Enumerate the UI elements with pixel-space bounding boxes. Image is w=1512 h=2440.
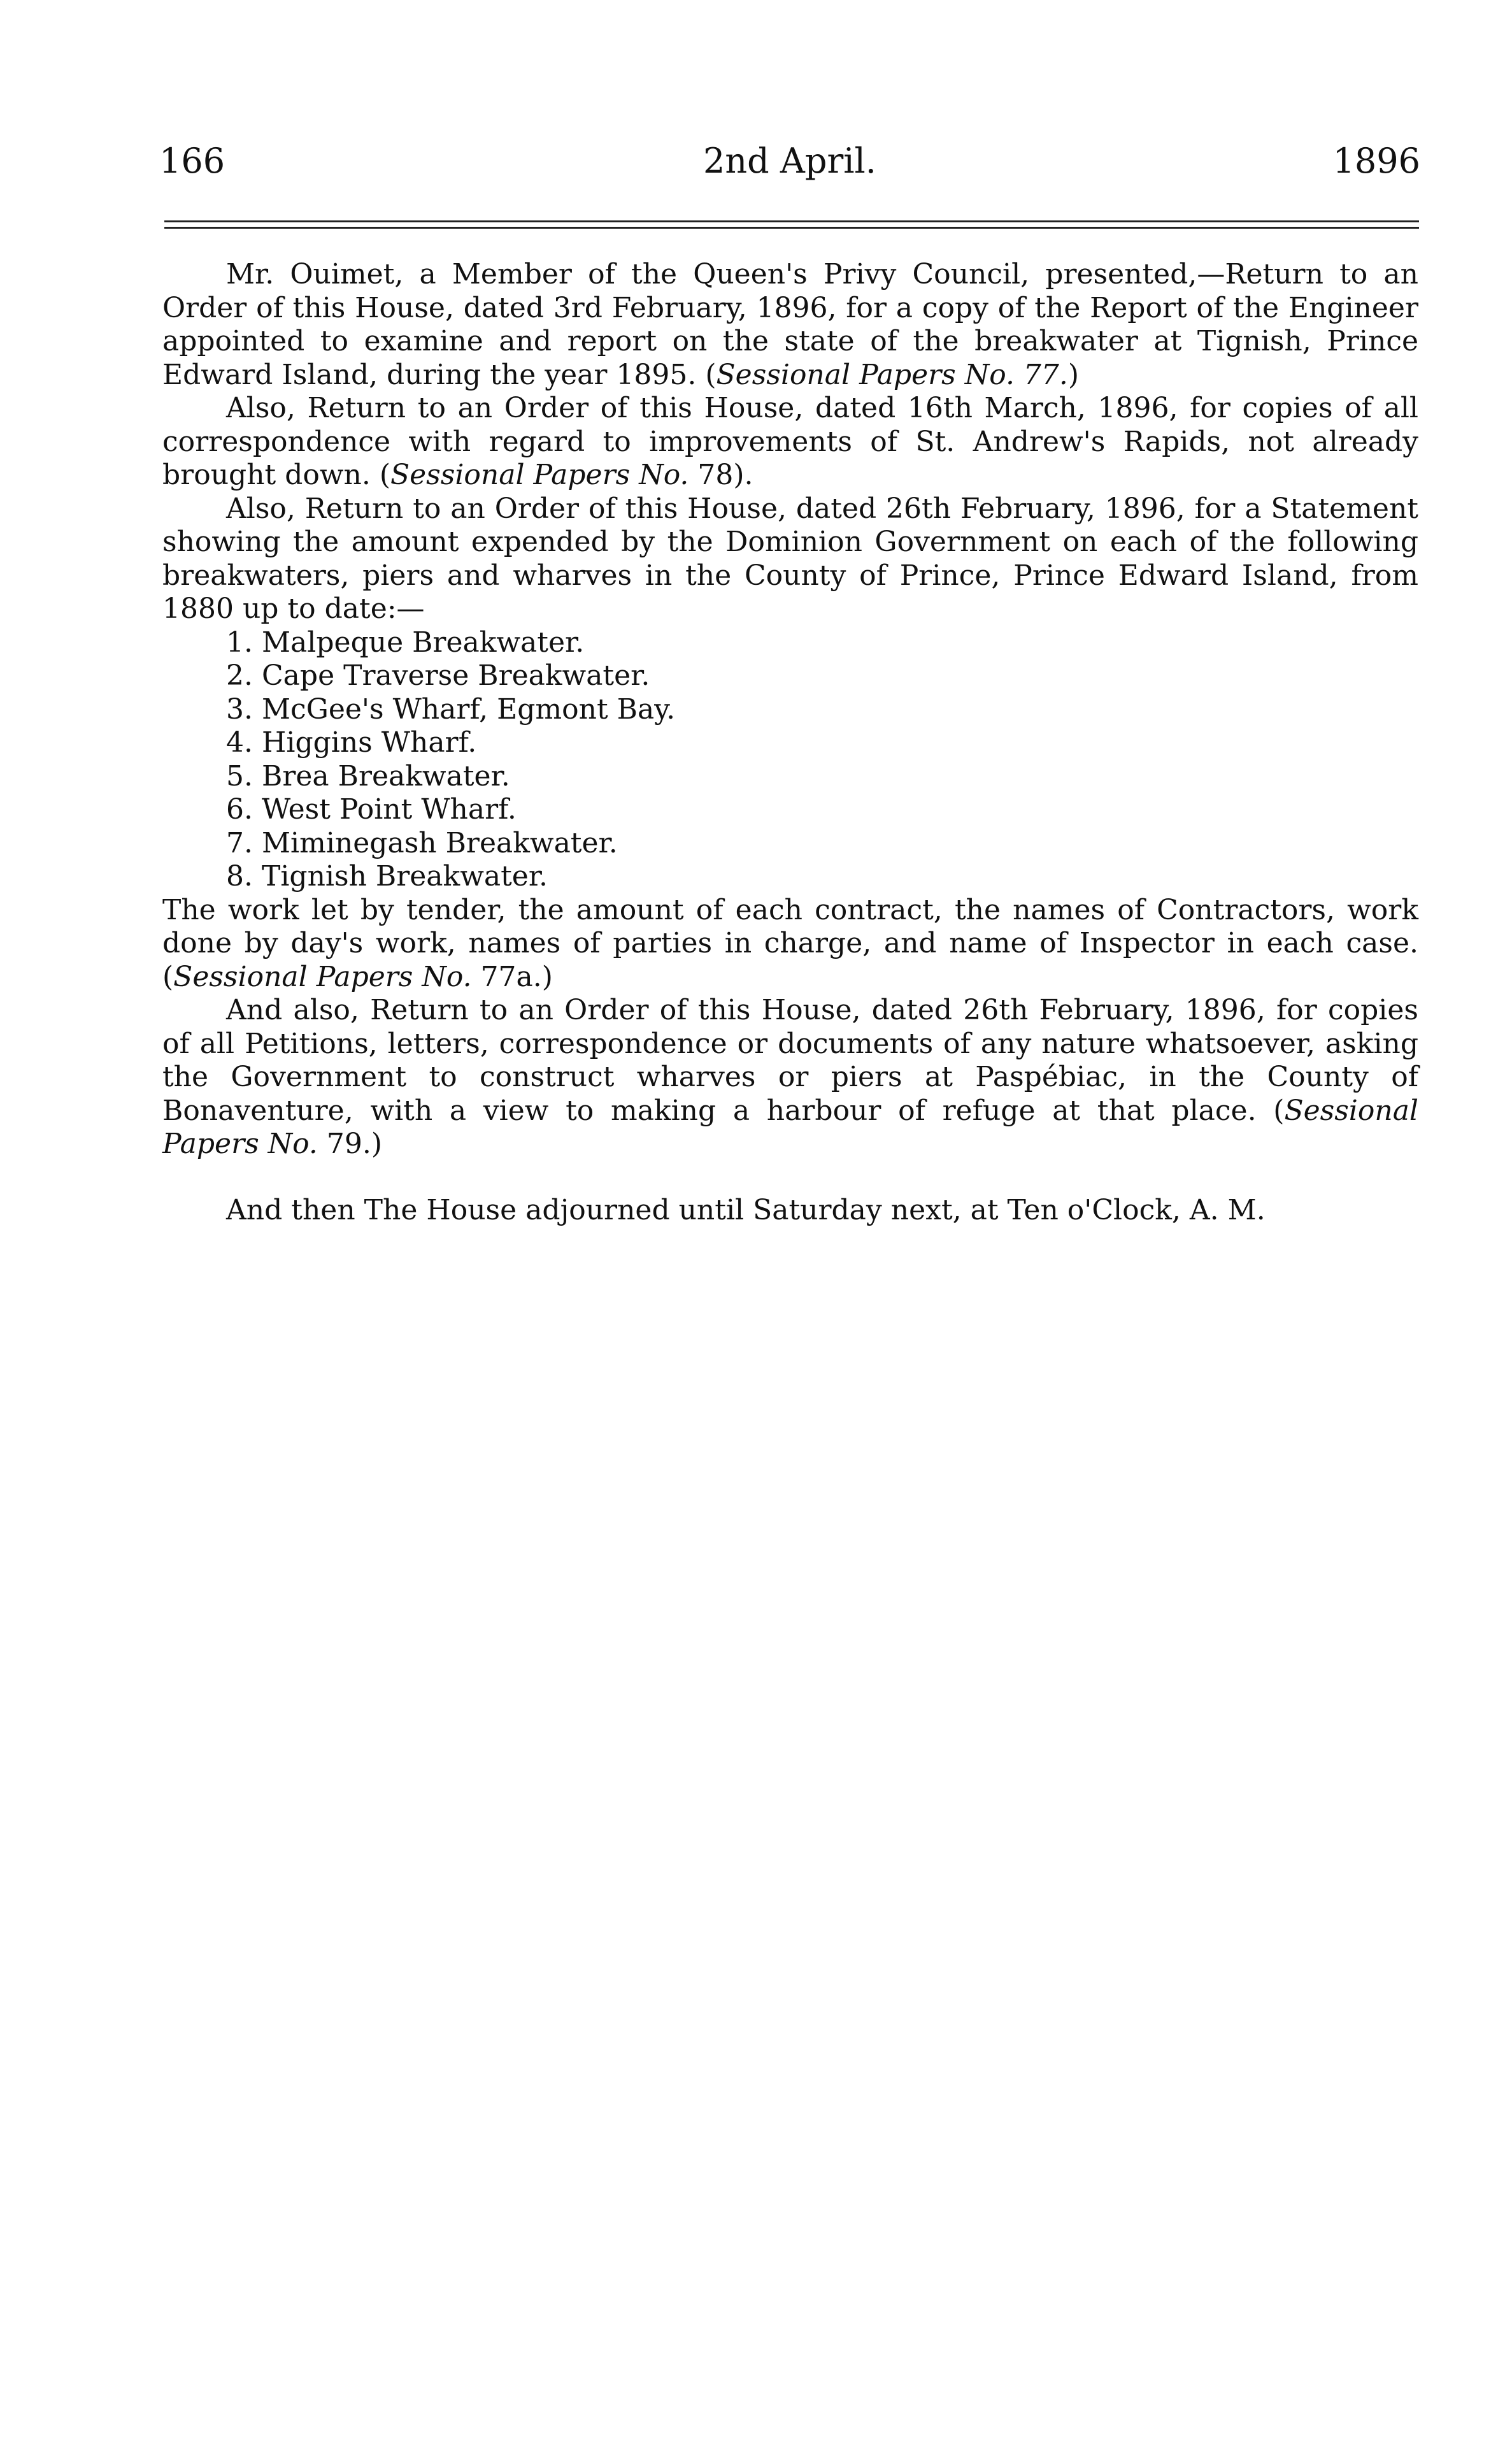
paragraph-text: Mr. Ouimet, a Member of the Queen's Privy Council, presented,—Return to an Order of this House, dated 3rd February, 1896, for a copy of the Report of the Engineer appointed to examine and report on the state of the breakwater at Tignish, Prince Edward Island, during the year 1895. (162, 258, 1418, 391)
list-item (162, 659, 1418, 693)
header-rule-bottom (164, 227, 1419, 229)
sessional-paper-citation: Sessional Papers No. 77. (716, 358, 1068, 391)
list-item-number: 2. (226, 659, 253, 692)
page-number: 166 (159, 141, 225, 181)
list-item (162, 827, 1418, 861)
list-item-number: 8. (226, 860, 253, 893)
paragraph-text: Also, Return to an Order of this House, dated 26th February, 1896, for a Statement showing the amount expended by the Dominion Government on each of the following breakwaters, piers and wharves in the County of Prince, Prince Edward Island, from 1880 up to date:— (162, 492, 1418, 625)
citation-open: ( (705, 358, 717, 391)
list-item-label: Miminegash Breakwater. (262, 826, 618, 859)
list-item-label: Cape Traverse Breakwater. (262, 659, 650, 692)
list-item (162, 760, 1418, 794)
list-item (162, 793, 1418, 827)
list-item-number: 3. (226, 693, 253, 726)
paragraph-text: The work let by tender, the amount of each contract, the names of Contractors, work done by day's work, names of parties in charge, and name of Inspector in each case. (162, 893, 1418, 959)
adjournment-line: And then The House adjourned until Saturday next, at Ten o'Clock, A. M. (226, 1194, 1266, 1226)
paragraph-paspebiac-petitions (162, 994, 1418, 1161)
citation-close: 77a.) (471, 960, 553, 993)
page-year: 1896 (1332, 141, 1420, 181)
list-item (162, 626, 1418, 660)
list-item (162, 726, 1418, 760)
list-item-number: 7. (226, 826, 253, 859)
paragraph-contract-details (162, 894, 1418, 994)
citation-close: 79.) (317, 1128, 383, 1160)
sessional-paper-citation: Sessional Papers No. (173, 960, 472, 993)
citation-close: 78). (688, 459, 753, 491)
citation-open: ( (162, 960, 174, 993)
list-item (162, 860, 1418, 894)
list-item-label: Malpeque Breakwater. (262, 626, 585, 659)
breakwater-list (162, 626, 1418, 894)
list-item-label: West Point Wharf. (262, 793, 517, 826)
page-header (159, 139, 1420, 183)
list-item-label: Tignish Breakwater. (262, 860, 548, 893)
list-item-number: 5. (226, 759, 253, 793)
citation-close: ) (1067, 358, 1080, 391)
list-item-label: McGee's Wharf, Egmont Bay. (262, 693, 676, 726)
paragraph-breakwaters-statement (162, 492, 1418, 626)
sessional-paper-citation: Sessional Papers No. (162, 1094, 1418, 1160)
list-item-label: Higgins Wharf. (262, 726, 477, 759)
citation-open: ( (379, 459, 390, 491)
list-item-number: 1. (226, 626, 253, 659)
paragraph-tignish-report (162, 258, 1418, 392)
list-item (162, 693, 1418, 727)
citation-open: ( (1273, 1094, 1285, 1127)
list-item-number: 4. (226, 726, 253, 759)
paragraph-st-andrews-rapids (162, 392, 1418, 492)
list-item-label: Brea Breakwater. (262, 759, 510, 793)
header-rule-top (164, 220, 1419, 222)
proceedings-body (162, 258, 1418, 1161)
sessional-paper-citation: Sessional Papers No. (390, 459, 689, 491)
paragraph-text: Also, Return to an Order of this House, dated 16th March, 1896, for copies of all correspondence with regard to improvements of St. Andrew's Rapids, not already brought down. (162, 392, 1418, 491)
list-item-number: 6. (226, 793, 253, 826)
page-date-heading: 2nd April. (703, 141, 876, 181)
paragraph-text: And also, Return to an Order of this House, dated 26th February, 1896, for copies of all Petitions, letters, correspondence or documents of any nature whatsoever, asking the Government to construct wharves or piers at Paspébiac, in the County of Bonaventure, with a view to making a harbour of refuge at that place. (162, 994, 1418, 1127)
